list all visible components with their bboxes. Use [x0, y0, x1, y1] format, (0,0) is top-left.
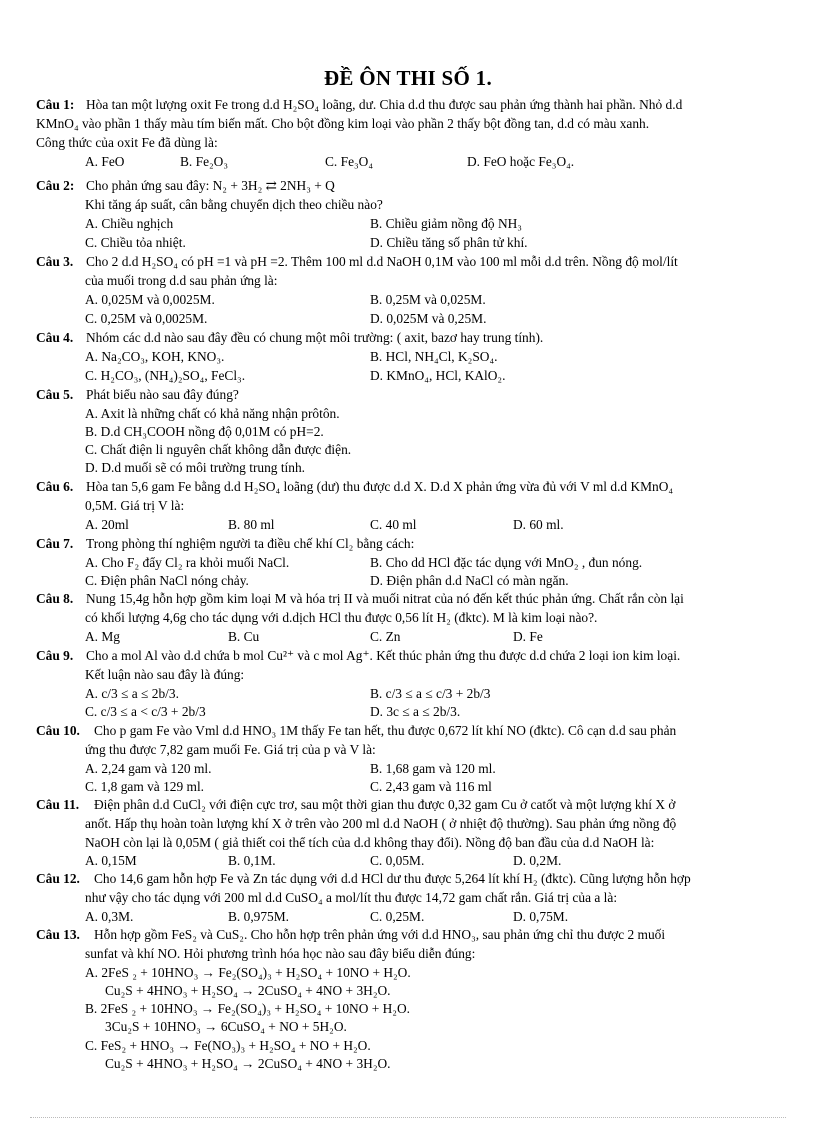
question-label: Câu 8.	[36, 591, 74, 606]
answer-option: B. 0,1M.	[228, 853, 276, 868]
question-text: anốt. Hấp thụ hoàn toàn lượng khí X ở trên vào 200 ml d.d NaOH ( ở nhiệt độ thường). Sau phản ứng nồng độ	[85, 816, 677, 831]
answer-option: A. Cho F₂ đẩy Cl₂ ra khỏi muối NaCl.	[85, 555, 290, 570]
question-text: Cho phản ứng sau đây: N₂ + 3H₂ ⇄ 2NH₃ + Q	[86, 178, 335, 193]
question-text: Công thức của oxit Fe đã dùng là:	[36, 135, 218, 150]
answer-option: C. 2,43 gam và 116 ml	[370, 779, 492, 794]
answer-option: A. 2FeS ₂ + 10HNO₃ → Fe₂(SO₄)₃ + H₂SO₄ + 10NO + H₂O.	[85, 965, 411, 980]
question-text: sunfat và khí NO. Hỏi phương trình hóa học nào sau đây biểu diễn đúng:	[85, 946, 476, 961]
answer-option: C. Zn	[370, 629, 401, 644]
answer-option: D. D.d muối sẽ có môi trường trung tính.	[85, 460, 306, 475]
answer-option: D. KMnO₄, HCl, KAlO₂.	[370, 368, 506, 383]
answer-option: C. FeS₂ + HNO₃ → Fe(NO₃)₃ + H₂SO₄ + NO + H₂O.	[85, 1038, 371, 1053]
question-text: Khi tăng áp suất, cân bằng chuyển dịch theo chiều nào?	[85, 197, 383, 212]
answer-option: B. Cho dd HCl đặc tác dụng với MnO₂ , đun nóng.	[370, 555, 643, 570]
question-label: Câu 1:	[36, 97, 75, 112]
answer-option: B. 2FeS ₂ + 10HNO₃ → Fe₂(SO₄)₃ + H₂SO₄ + 10NO + H₂O.	[85, 1001, 410, 1016]
question-label: Câu 13.	[36, 927, 80, 942]
answer-option: D. 0,025M và 0,25M.	[370, 311, 487, 326]
question-label: Câu 12.	[36, 871, 80, 886]
question-text: Hòa tan một lượng oxit Fe trong d.d H₂SO₄ loãng, dư. Chia d.d thu được sau phản ứng thành hai phần. Nhỏ d.d	[86, 97, 683, 112]
question-text: của muối trong d.d sau phản ứng là:	[85, 273, 278, 288]
answer-option: D. FeO hoặc Fe₃O₄.	[467, 154, 575, 169]
question-text: Cho p gam Fe vào Vml d.d HNO₃ 1M thấy Fe tan hết, thu được 0,672 lít khí NO (đktc). Cô cạn d.d sau phản	[94, 723, 677, 738]
answer-option: C. 40 ml	[370, 517, 417, 532]
answer-option: C. H₂CO₃, (NH₄)₂SO₄, FeCl₃.	[85, 368, 246, 383]
answer-option: D. 3c ≤ a ≤ 2b/3.	[370, 704, 461, 719]
answer-option: A. 2,24 gam và 120 ml.	[85, 761, 212, 776]
answer-option: D. 60 ml.	[513, 517, 564, 532]
answer-option: B. 1,68 gam và 120 ml.	[370, 761, 496, 776]
answer-option: D. 0,75M.	[513, 909, 569, 924]
question-text: Cho a mol Al vào d.d chứa b mol Cu²⁺ và c mol Ag⁺. Kết thúc phản ứng thu được d.d chứa 2 loại ion kim loại.	[86, 648, 681, 663]
answer-option: A. 0,025M và 0,0025M.	[85, 292, 215, 307]
answer-option: B. Chiều giảm nồng độ NH₃	[370, 216, 522, 231]
answer-option: A. Axit là những chất có khả năng nhận prôtôn.	[85, 406, 340, 421]
bottom-divider	[30, 1117, 786, 1118]
answer-option: A. Chiều nghịch	[85, 216, 174, 231]
question-text: có khối lượng 4,6g cho tác dụng với d.dịch HCl thu được 0,56 lít H₂ (đktc). M là kim loại nào?.	[85, 610, 598, 625]
answer-option: D. 0,2M.	[513, 853, 562, 868]
answer-option: B. 80 ml	[228, 517, 275, 532]
question-text: Nung 15,4g hỗn hợp gồm kim loại M và hóa trị II và muối nitrat của nó đến kết thúc phản ứng. Chất rắn còn lại	[86, 591, 684, 606]
question-text: Cho 2 d.d H₂SO₄ có pH =1 và pH =2. Thêm 100 ml d.d NaOH 0,1M vào 100 ml mỗi d.d trên. Nồng độ mol/lít	[86, 254, 678, 269]
answer-option: B. Fe₂O₃	[180, 154, 229, 169]
answer-option: A. Na₂CO₃, KOH, KNO₃.	[85, 349, 225, 364]
answer-option: C. 0,05M.	[370, 853, 425, 868]
question-text: Hòa tan 5,6 gam Fe bằng d.d H₂SO₄ loãng (dư) thu được d.d X. D.d X phản ứng vừa đủ với V ml d.d KMnO₄	[86, 479, 674, 494]
question-label: Câu 6.	[36, 479, 74, 494]
answer-option: B. D.d CH₃COOH nồng độ 0,01M có pH=2.	[85, 424, 324, 439]
answer-option: B. 0,975M.	[228, 909, 290, 924]
answer-option: C. Fe₃O₄	[325, 154, 374, 169]
answer-option: A. 20ml	[85, 517, 129, 532]
answer-option: C. c/3 ≤ a < c/3 + 2b/3	[85, 704, 206, 719]
question-label: Câu 5.	[36, 387, 74, 402]
answer-option: B. c/3 ≤ a ≤ c/3 + 2b/3	[370, 686, 491, 701]
answer-option: Cu₂S + 4HNO₃ + H₂SO₄ → 2CuSO₄ + 4NO + 3H₂O.	[105, 1056, 391, 1071]
answer-option: Cu₂S + 4HNO₃ + H₂SO₄ → 2CuSO₄ + 4NO + 3H₂O.	[105, 983, 391, 998]
question-text: 0,5M. Giá trị V là:	[85, 498, 185, 513]
answer-option: C. Điện phân NaCl nóng chảy.	[85, 573, 249, 588]
question-text: Cho 14,6 gam hỗn hợp Fe và Zn tác dụng với d.d HCl dư thu được 5,264 lít khí H₂ (đktc). Cũng lượng hỗn hợp	[94, 871, 691, 886]
question-text: Kết luận nào sau đây là đúng:	[85, 667, 245, 682]
answer-option: B. HCl, NH₄Cl, K₂SO₄.	[370, 349, 498, 364]
answer-option: D. Chiều tăng số phân tử khí.	[370, 235, 528, 250]
answer-option: B. 0,25M và 0,025M.	[370, 292, 486, 307]
answer-option: C. Chiều tỏa nhiệt.	[85, 235, 186, 250]
answer-option: A. 0,3M.	[85, 909, 134, 924]
question-text: Phát biểu nào sau đây đúng?	[86, 387, 239, 402]
answer-option: D. Fe	[513, 629, 543, 644]
question-text: Điện phân d.d CuCl₂ với điện cực trơ, sau một thời gian thu được 0,32 gam Cu ở catốt và một lượng khí X ở	[94, 797, 676, 812]
question-label: Câu 4.	[36, 330, 74, 345]
answer-option: A. FeO	[85, 154, 125, 169]
answer-option: 3Cu₂S + 10HNO₃ → 6CuSO₄ + NO + 5H₂O.	[105, 1019, 347, 1034]
question-label: Câu 2:	[36, 178, 75, 193]
question-text: KMnO₄ vào phần 1 thấy màu tím biến mất. Cho bột đồng kim loại vào phần 2 thấy bột đồng tan, d.d có màu xanh.	[36, 116, 650, 131]
answer-option: C. Chất điện li nguyên chất không dẫn được điện.	[85, 442, 352, 457]
answer-option: C. 1,8 gam và 129 ml.	[85, 779, 205, 794]
question-text: ứng thu được 7,82 gam muối Fe. Giá trị của p và V là:	[85, 742, 376, 757]
answer-option: A. Mg	[85, 629, 120, 644]
question-label: Câu 9.	[36, 648, 74, 663]
answer-option: A. 0,15M	[85, 853, 137, 868]
answer-option: A. c/3 ≤ a ≤ 2b/3.	[85, 686, 179, 701]
question-text: Hỗn hợp gồm FeS₂ và CuS₂. Cho hỗn hợp trên phản ứng với d.d HNO₃, sau phản ứng chỉ thu được 2 muối	[94, 927, 666, 942]
question-text: Trong phòng thí nghiệm người ta điều chế khí Cl₂ bằng cách:	[86, 536, 415, 551]
question-text: NaOH còn lại là 0,05M ( giả thiết coi thể tích của d.d không thay đổi). Nồng độ ban đầu của d.d NaOH là:	[85, 835, 655, 850]
question-label: Câu 10.	[36, 723, 80, 738]
answer-option: C. 0,25M.	[370, 909, 425, 924]
answer-option: C. 0,25M và 0,0025M.	[85, 311, 208, 326]
answer-option: D. Điện phân d.d NaCl có màn ngăn.	[370, 573, 569, 588]
question-label: Câu 3.	[36, 254, 74, 269]
page-title: ĐỀ ÔN THI SỐ 1.	[323, 66, 493, 90]
question-label: Câu 11.	[36, 797, 80, 812]
answer-option: B. Cu	[228, 629, 260, 644]
question-text: như vậy cho tác dụng với 200 ml d.d CuSO₄ a mol/lít thu được 14,72 gam chất rắn. Giá trị của a là:	[85, 890, 618, 905]
question-label: Câu 7.	[36, 536, 74, 551]
question-text: Nhóm các d.d nào sau đây đều có chung một môi trường: ( axit, bazơ hay trung tính).	[86, 330, 544, 345]
